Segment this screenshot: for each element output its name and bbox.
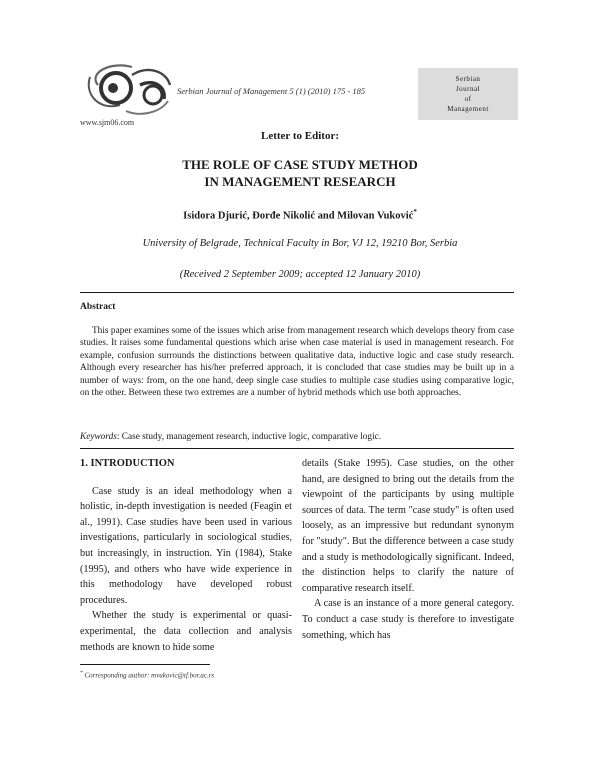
site-url[interactable]: www.sjm06.com [80, 118, 135, 127]
abstract-body: This paper examines some of the issues which arise from management research which develops theory from case studies. It raises some fundamental questions which arise when case material is used in management research. For example, confusion surrounds the distinctions between qualitative data, inductive logic and case study research. Although every researcher has his/her preferred approach, it is concluded that case studies may be built up in a number of ways: from, on the one hand, deep single case studies to multiple case studies using comparative logic, on the other. Between these two extremes are a number of hybrid methods which use both approaches. [80, 326, 514, 399]
title-line-2: IN MANAGEMENT RESEARCH [204, 174, 396, 189]
divider [80, 448, 514, 449]
journal-name [418, 74, 518, 114]
paragraph: Whether the study is experimental or quasi-experimental, the data collection and analysis methods are known to hide some [80, 610, 292, 653]
section-heading: 1. INTRODUCTION [80, 458, 175, 469]
journal-name-line: Serbian [455, 75, 481, 83]
keywords-list: : Case study, management research, inductive logic, comparative logic. [116, 432, 382, 442]
received-dates: (Received 2 September 2009; accepted 12 January 2010) [179, 269, 421, 280]
footnote-mark: * [80, 670, 83, 676]
journal-name-line: Management [447, 105, 489, 113]
journal-name-line: of [464, 95, 472, 103]
left-column [80, 456, 292, 655]
divider [80, 292, 514, 293]
paragraph: details (Stake 1995). Case studies, on the other hand, are designed to bring out the details from the viewpoint of the participants by using multiple sources of data. The term "case study" is often used loosely, as an impressive but redundant synonym for "study". But the difference between a case study and a study is methodologically significant. Indeed, the distinction helps to clarify the nature of comparative research itself. [302, 458, 514, 594]
keywords [80, 432, 514, 442]
article-type-label: Letter to Editor: [261, 130, 339, 142]
author-footnote-mark: * [413, 208, 417, 216]
corresponding-author: Corresponding author: mvukovic@tf.bor.ac.rs [84, 671, 215, 680]
paragraph: A case is an instance of a more general category. To conduct a case study is therefore to investigate something, which has [302, 598, 514, 641]
authors: Isidora Djurić, Đorđe Nikolić and Milovan Vuković [183, 210, 414, 222]
journal-logo [80, 55, 190, 121]
abstract-heading: Abstract [80, 302, 116, 312]
journal-citation: Serbian Journal of Management 5 (1) (2010) 175 - 185 [177, 86, 366, 96]
footnote-divider [80, 664, 210, 665]
title-line-1: THE ROLE OF CASE STUDY METHOD [182, 157, 418, 172]
journal-name-line: Journal [455, 85, 481, 93]
paragraph: Case study is an ideal methodology when a holistic, in-depth investigation is needed (Feagin et al., 1991). Case studies have been used in various investigations, particularly in sociological studies, but increasingly, in instruction. Yin (1984), Stake (1995), and others who have wide experience in this methodology have developed robust procedures. [80, 485, 292, 606]
keywords-label: Keywords [80, 432, 117, 442]
right-column [302, 456, 514, 643]
journal-name-box [418, 68, 518, 120]
author-list [0, 208, 600, 222]
footnote [80, 670, 214, 679]
article-title [0, 156, 600, 190]
affiliation: University of Belgrade, Technical Faculty in Bor, VJ 12, 19210 Bor, Serbia [142, 238, 458, 249]
